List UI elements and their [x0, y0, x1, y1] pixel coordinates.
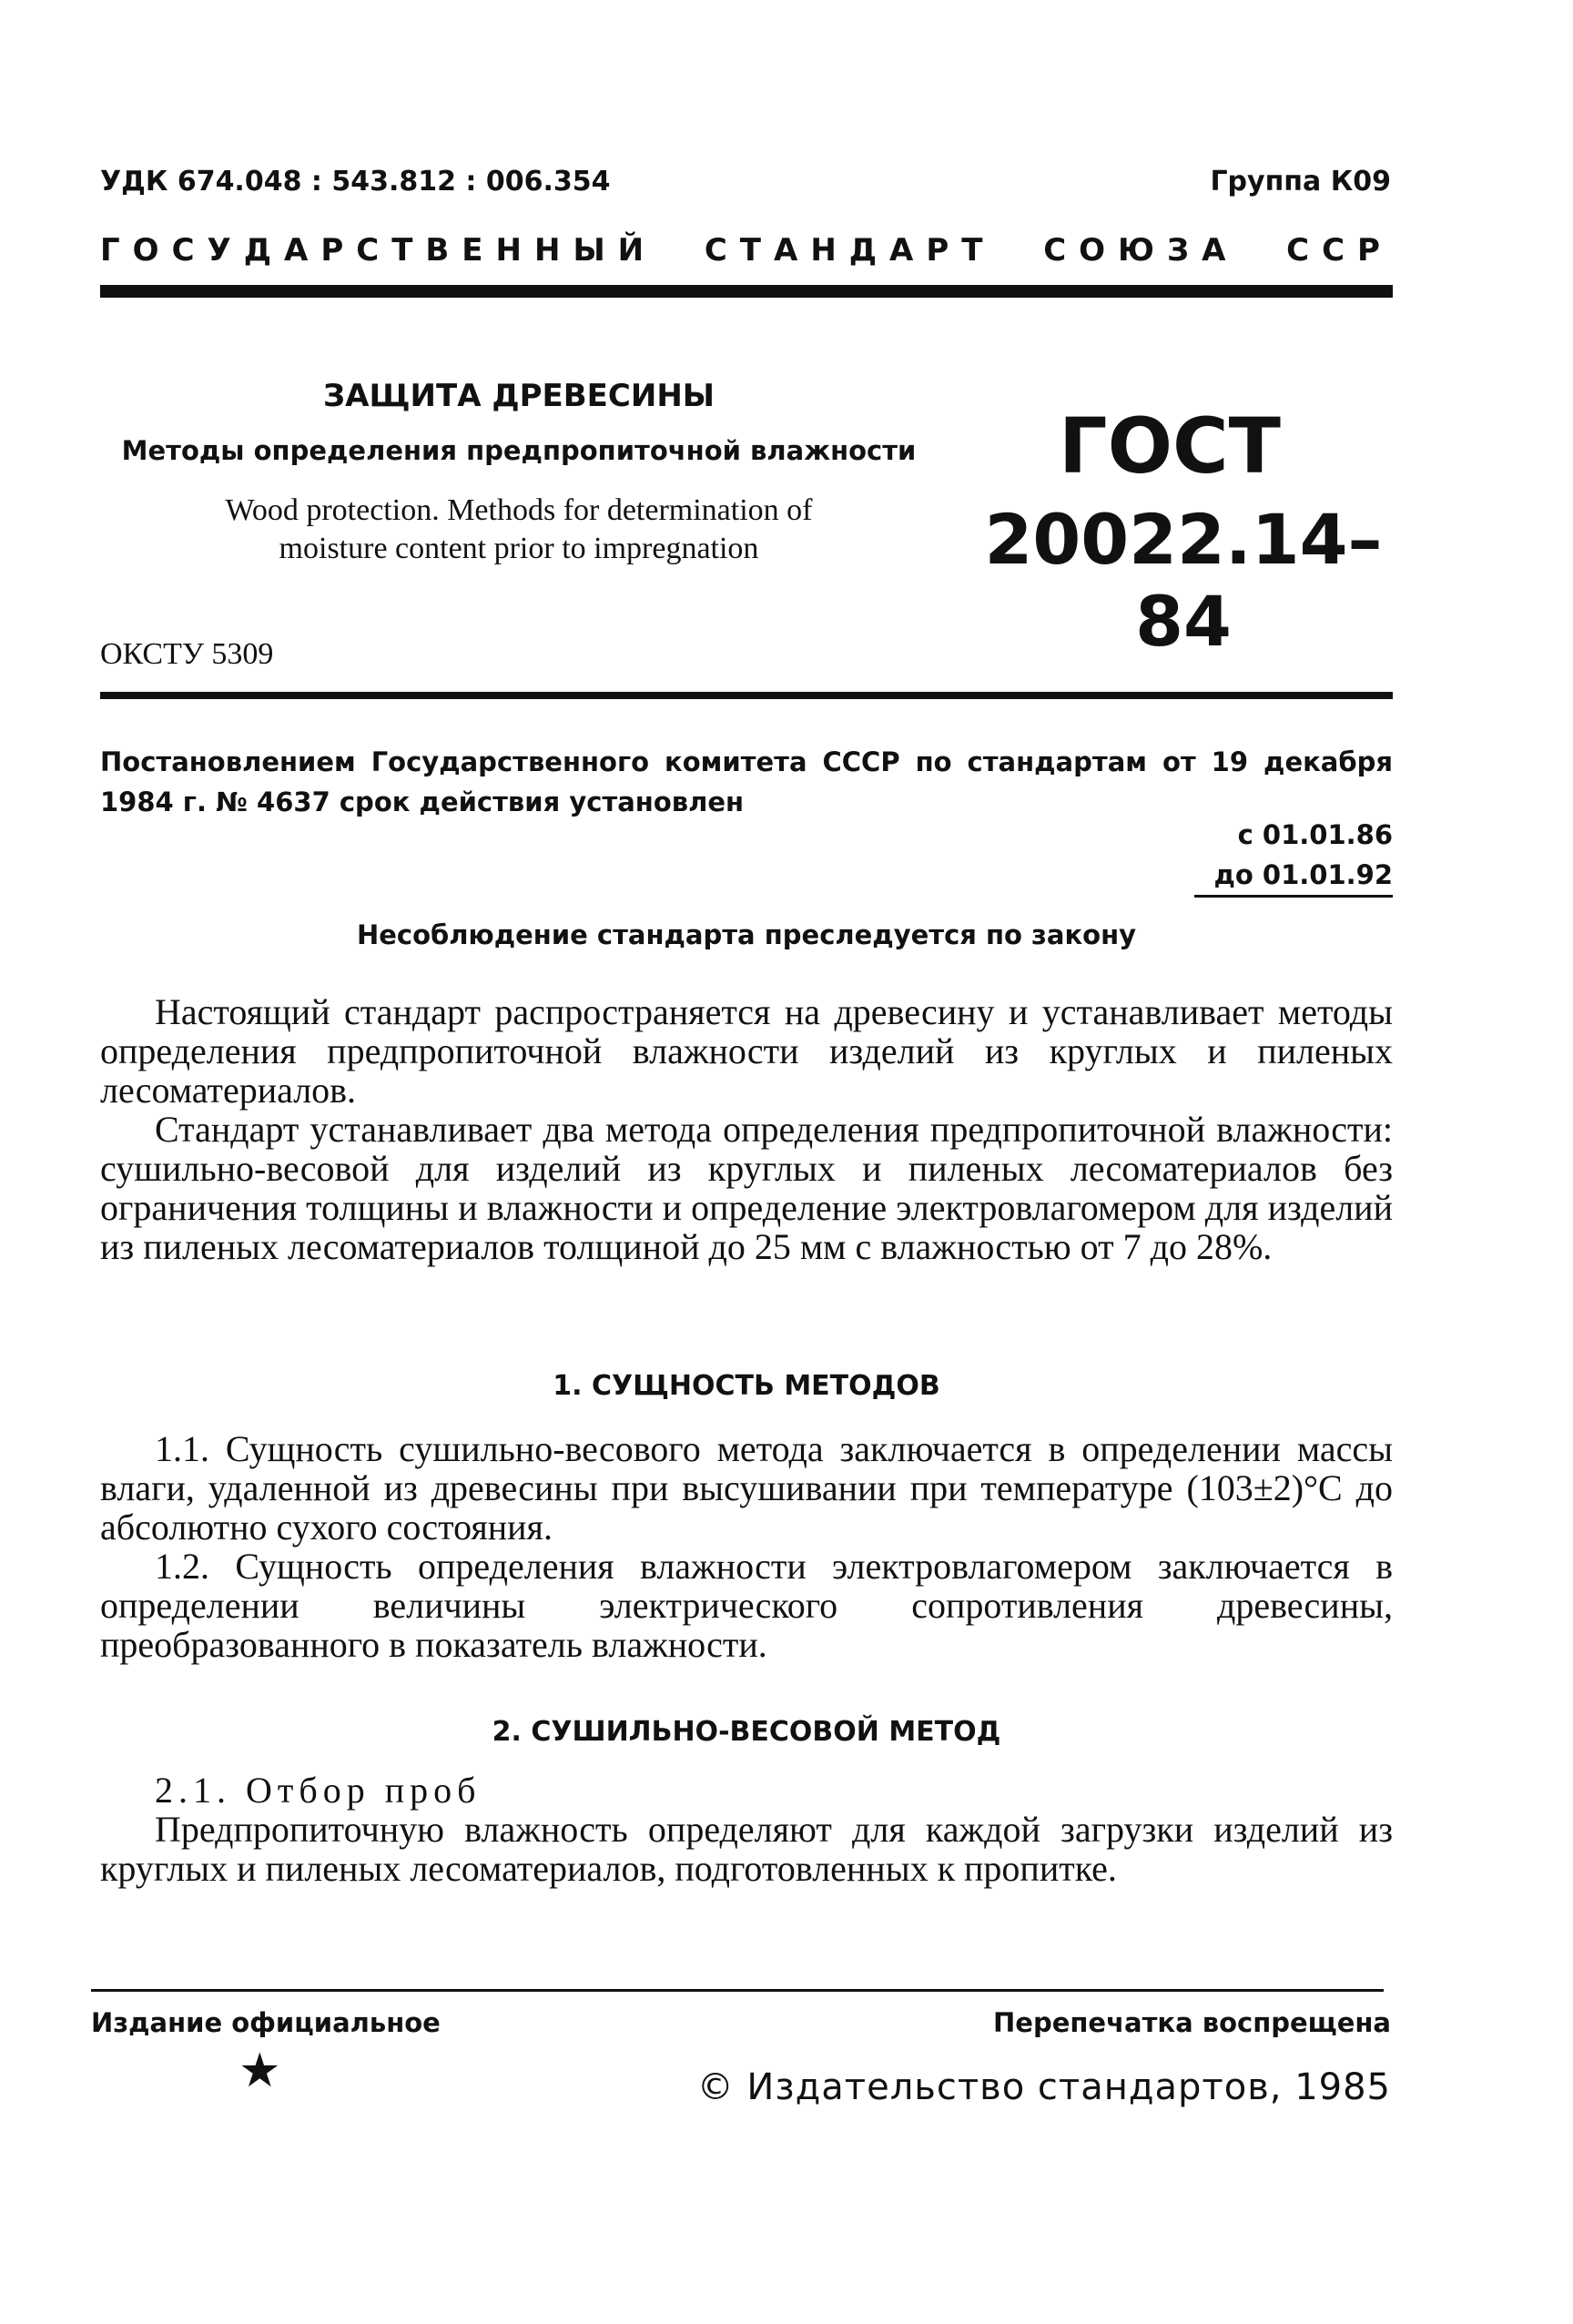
intro-text	[100, 992, 1393, 1266]
validity-dates	[1213, 815, 1393, 895]
section-2-text	[100, 1771, 1393, 1888]
title-russian: ЗАЩИТА ДРЕВЕСИНЫ	[323, 378, 715, 414]
state-standard-heading	[100, 232, 1393, 269]
date-to: до 01.01.92	[1213, 859, 1393, 890]
footer-rule	[91, 1989, 1384, 1992]
noncompliance-notice: Несоблюдение стандарта преследуется по закону	[356, 919, 1137, 950]
header-rule	[100, 285, 1393, 298]
section-2-subheading	[100, 1771, 1393, 1810]
section-2-sub-label: 2.1. Отбор проб	[155, 1770, 482, 1811]
state-standard-word-2: СТАНДАРТ	[704, 232, 996, 269]
official-edition: Издание официальное	[91, 2007, 441, 2038]
decree-text: Постановлением Государственного комитета СССР по стандартам от 19 декабря 1984 г. № 4637 срок действия установлен	[100, 746, 1393, 817]
section-2-paragraph: Предпропиточную влажность определяют для каждой загрузки изделий из круглых и пиленых лесоматериалов, подготовленных к пропитке.	[100, 1809, 1393, 1889]
udk-code: УДК 674.048 : 543.812 : 006.354	[100, 166, 611, 198]
date-underline	[1194, 895, 1393, 898]
section-1-paragraph-1: 1.1. Сущность сушильно-весового метода заключается в определении массы влаги, удаленной из древесины при высушивании при температуре (103±2)°С до абсолютно сухого состояния.	[100, 1428, 1393, 1548]
oksty-code: ОКСТУ 5309	[100, 637, 274, 671]
reprint-prohibited: Перепечатка воспрещена	[993, 2007, 1391, 2038]
date-from: с 01.01.86	[1237, 819, 1393, 850]
section-1-paragraph-2: 1.2. Сущность определения влажности электровлагомером заключается в определении величины электрического сопротивления древесины, преобразованного в показатель влажности.	[100, 1546, 1393, 1665]
gost-number: 20022.14–84	[984, 499, 1383, 662]
title-english-line-2: moisture content prior to impregnation	[279, 532, 759, 565]
intro-paragraph-2: Стандарт устанавливает два метода определения предпропиточной влажности: сушильно-весовой для изделий из круглых и пиленых лесоматериалов без ограничения толщины и влажности и определение электровлагомером для изделий из пиленых лесоматериалов толщиной до 25 мм с влажностью от 7 до 28%.	[100, 1109, 1393, 1267]
title-english	[100, 492, 938, 568]
section-1-text	[100, 1429, 1393, 1664]
intro-paragraph-1: Настоящий стандарт распространяется на древесину и устанавливает методы определения предпропиточной влажности изделий из круглых и пиленых лесоматериалов.	[100, 991, 1393, 1111]
section-1-title: 1. СУЩНОСТЬ МЕТОДОВ	[553, 1370, 940, 1402]
state-standard-word-1: ГОСУДАРСТВЕННЫЙ	[100, 232, 657, 269]
state-standard-word-3: СОЮЗА	[1043, 232, 1239, 269]
section-2-title: 2. СУШИЛЬНО-ВЕСОВОЙ МЕТОД	[492, 1716, 1001, 1748]
star-icon: ★	[238, 2045, 281, 2097]
section-rule	[100, 692, 1393, 699]
copyright-notice: © Издательство стандартов, 1985	[696, 2066, 1391, 2108]
state-standard-word-4: ССР	[1286, 232, 1393, 269]
subtitle-russian: Методы определения предпропиточной влажности	[121, 435, 917, 466]
title-english-line-1: Wood protection. Methods for determination of	[225, 493, 813, 527]
gost-label: ГОСТ	[1059, 401, 1281, 491]
group-code: Группа К09	[1210, 166, 1391, 198]
